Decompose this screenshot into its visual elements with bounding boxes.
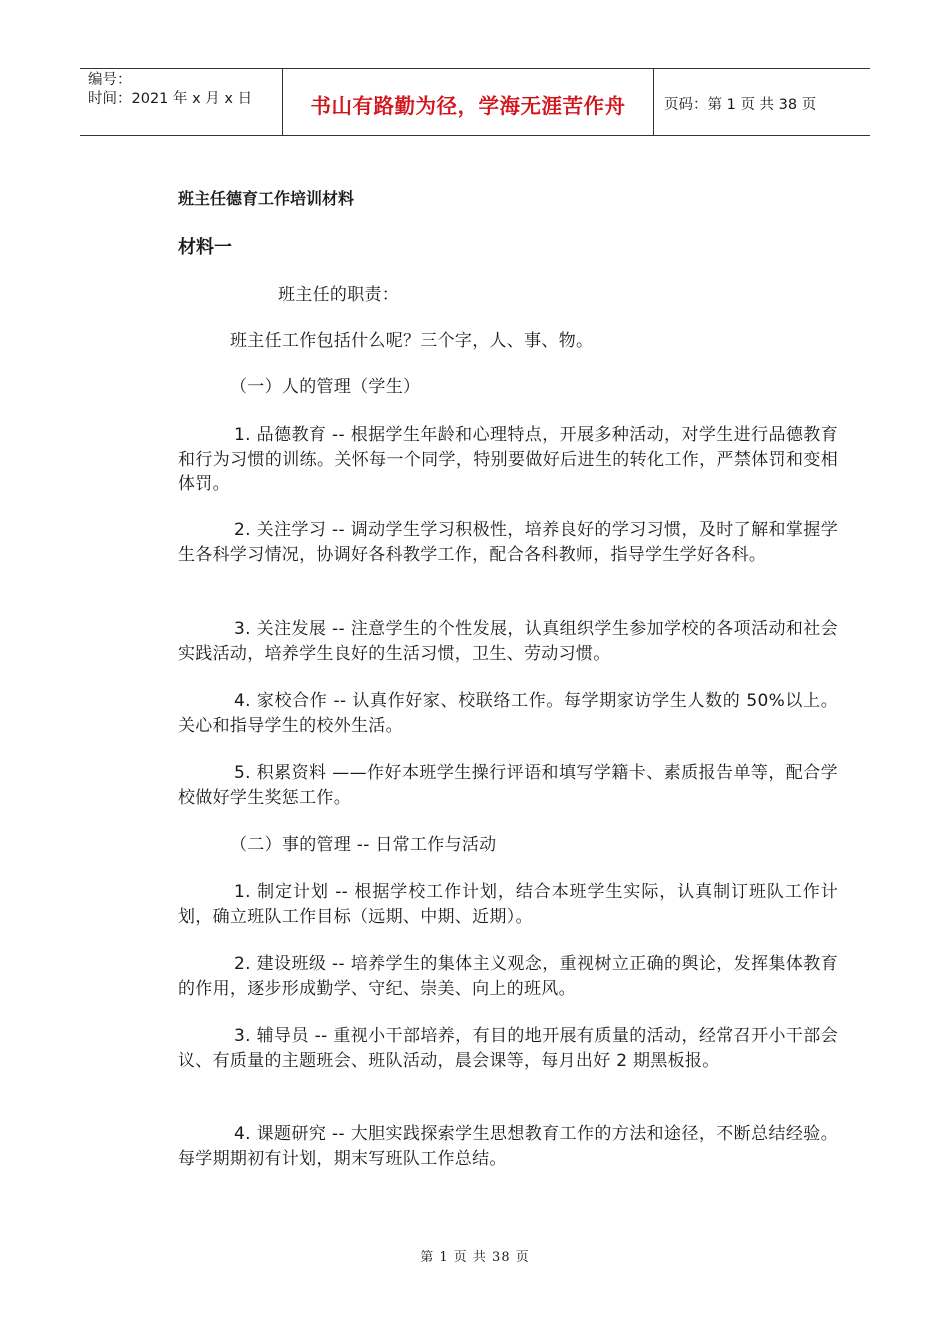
intro-paragraph: 班主任工作包括什么呢？三个字，人、事、物。 — [230, 331, 594, 351]
document-date-label: 时间：2021 年 x 月 x 日 — [88, 91, 253, 107]
document-subtitle: 材料一 — [178, 237, 232, 258]
page-header — [80, 68, 870, 136]
page-footer: 第 1 页 共 38 页 — [420, 1250, 530, 1265]
section1-item: 4. 家校合作 -- 认真作好家、校联络工作。每学期家访学生人数的 50%以上。关心和指导学生的校外生活。 — [178, 691, 838, 736]
header-motto: 书山有路勤为径，学海无涯苦作舟 — [282, 69, 654, 135]
section1-item: 2. 关注学习 -- 调动学生学习积极性，培养良好的学习习惯，及时了解和掌握学生各科学习情况，协调好各科教学工作，配合各科教师，指导学生学好各科。 — [178, 520, 838, 565]
section1-item: 5. 积累资料 ——作好本班学生操行评语和填写学籍卡、素质报告单等，配合学校做好学生奖惩工作。 — [178, 763, 838, 808]
header-page-info: 页码：第 1 页 共 38 页 — [664, 96, 817, 113]
section1-heading: （一）人的管理（学生） — [230, 377, 421, 397]
duties-heading: 班主任的职责： — [278, 285, 400, 305]
section1-item: 1. 品德教育 -- 根据学生年龄和心理特点，开展多种活动，对学生进行品德教育和行为习惯的训练。关怀每一个同学，特别要做好后进生的转化工作，严禁体罚和变相体罚。 — [178, 425, 838, 494]
section2-heading: （二）事的管理 -- 日常工作与活动 — [230, 835, 497, 855]
section1-item: 3. 关注发展 -- 注意学生的个性发展，认真组织学生参加学校的各项活动和社会实践活动，培养学生良好的生活习惯，卫生、劳动习惯。 — [178, 619, 838, 664]
section2-item: 4. 课题研究 -- 大胆实践探索学生思想教育工作的方法和途径，不断总结经验。每学期期初有计划，期末写班队工作总结。 — [178, 1124, 838, 1169]
section2-item: 2. 建设班级 -- 培养学生的集体主义观念，重视树立正确的舆论，发挥集体教育的作用，逐步形成勤学、守纪、崇美、向上的班风。 — [178, 954, 838, 999]
header-meta — [80, 69, 282, 135]
section2-item: 1. 制定计划 -- 根据学校工作计划，结合本班学生实际，认真制订班队工作计划，确立班队工作目标（远期、中期、近期）。 — [178, 882, 838, 927]
document-title: 班主任德育工作培训材料 — [178, 189, 355, 208]
document-number-label: 编号： — [88, 72, 132, 88]
section2-item: 3. 辅导员 -- 重视小干部培养，有目的地开展有质量的活动，经常召开小干部会议、有质量的主题班会、班队活动，晨会课等，每月出好 2 期黑板报。 — [178, 1026, 838, 1071]
